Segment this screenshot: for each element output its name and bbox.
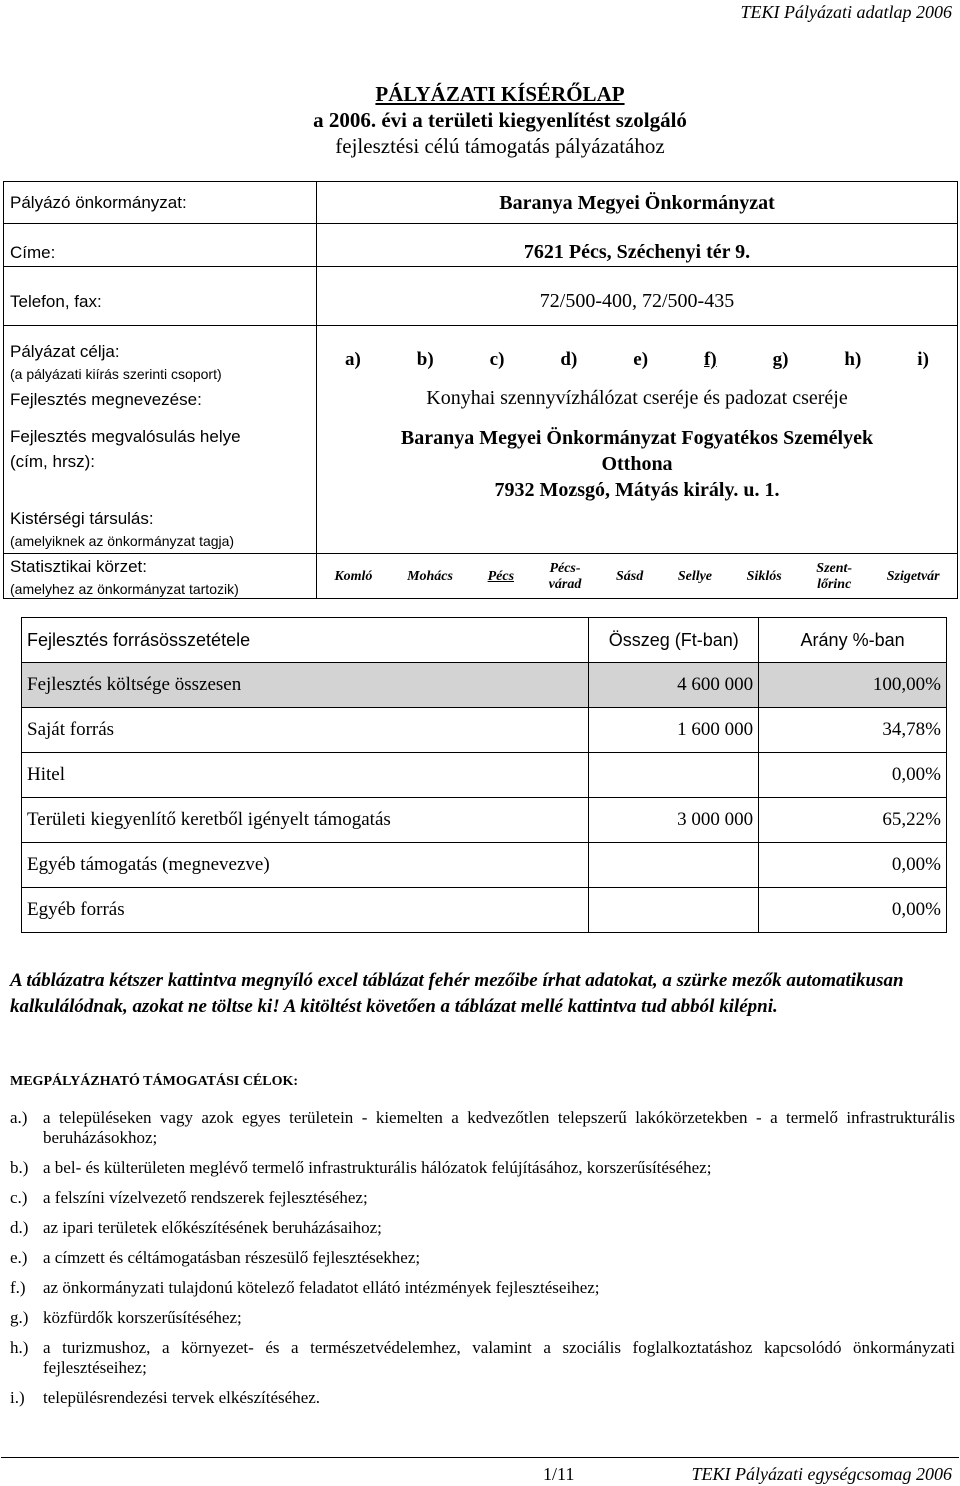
finance-header-row [22,618,947,663]
district-siklos[interactable]: Siklós [746,569,782,584]
location-value-3[interactable]: 7932 Mozsgó, Mátyás király. u. 1. [494,479,780,501]
form-subtitle-2: fejlesztési célú támogatás pályázatához [335,134,665,158]
district-pecs-selected[interactable]: Pécs [487,569,515,584]
list-item: a.) a településeken vagy azok egyes területein - kiemelten a kedvezőtlen telepszerű lakókörzetekben - a termelő infrastrukturális beruházásokhoz; [10,1108,955,1147]
goal-option-e[interactable]: e) [633,349,649,370]
goal-option-b[interactable]: b) [416,349,434,370]
footer-divider [1,1457,959,1458]
goal-option-c[interactable]: c) [489,349,505,370]
list-item: g.) közfürdők korszerűsítéséhez; [10,1308,242,1327]
list-item: f.) az önkormányzati tulajdonú kötelező feladatot ellátó intézmények fejlesztéseihez; [10,1278,600,1297]
location-value-2[interactable]: Otthona [601,453,673,475]
finance-row-grant: Területi kiegyenlítő keretből igényelt támogatás 3 000 000 65,22% [22,798,947,843]
district-szentlorinc[interactable]: Szent- lőrinc [816,561,853,592]
finance-header-amount: Összeg (Ft-ban) [589,618,759,663]
goal-option-h[interactable]: h) [844,349,862,370]
district-mohacs[interactable]: Mohács [407,569,453,584]
finance-header-source: Fejlesztés forrásösszetétele [22,618,589,663]
footer-title: TEKI Pályázati egységcsomag 2006 [691,1464,952,1484]
list-item: i.) településrendezési tervek elkészítéséhez. [10,1388,321,1407]
goal-option-g[interactable]: g) [772,349,789,370]
district-szigetvar[interactable]: Szigetvár [886,569,940,584]
dev-name-value[interactable]: Konyhai szennyvízhálózat cseréje és padozat cseréje [426,387,848,409]
phone-label: Telefon, fax: [10,292,102,311]
finance-table[interactable] [21,617,947,933]
location-label: Fejlesztés megvalósulás helye [10,427,241,446]
district-sellye[interactable]: Sellye [677,569,713,584]
location-value-1[interactable]: Baranya Megyei Önkormányzat Fogyatékos Személyek [400,427,874,449]
applicant-info-table [3,181,958,599]
list-item: c.) a felszíni vízelvezető rendszerek fejlesztéséhez; [10,1188,368,1207]
stat-district-label: Statisztikai körzet: [10,557,147,576]
micro-region-label: Kistérségi társulás: [10,509,154,528]
goal-sublabel: (a pályázati kiírás szerinti csoport) [10,366,222,382]
page-number: 1/11 [543,1464,575,1484]
form-subtitle: a 2006. évi a területi kiegyenlítést szolgáló [313,108,687,132]
form-title: PÁLYÁZATI KÍSÉRŐLAP [375,82,625,106]
district-komlo[interactable]: Komló [334,569,373,584]
list-item: b.) a bel- és külterületen meglévő termelő infrastrukturális hálózatok felújításához, korszerűsítéséhez; [10,1158,712,1177]
list-item: e.) a címzett és céltámogatásban részesülő fejlesztésekhez; [10,1248,421,1267]
location-label-2: (cím, hrsz): [10,452,95,471]
micro-region-sublabel: (amelyiknek az önkormányzat tagja) [10,533,235,549]
goal-label: Pályázat célja: [10,342,120,361]
header-title: TEKI Pályázati adatlap 2006 [740,2,952,22]
finance-header-ratio: Arány %-ban [759,618,947,663]
finance-row-other-source: Egyéb forrás 0,00% [22,888,947,933]
goal-option-i[interactable]: i) [917,349,929,370]
applicant-value[interactable]: Baranya Megyei Önkormányzat [499,192,775,214]
goal-option-f-selected[interactable]: f) [704,349,717,370]
district-options [317,554,957,600]
applicant-label: Pályázó önkormányzat: [10,193,187,212]
goal-option-a[interactable]: a) [344,349,361,370]
instruction-note: A táblázatra kétszer kattintva megnyíló excel táblázat fehér mezőibe írhat adatokat, a szürke mezők automatikusan kalkulálódnak, azokat ne töltse ki! A kitöltést követően a táblázat mellé kattintva tud abból kilépni. [10,970,904,1017]
district-sasd[interactable]: Sásd [615,569,644,584]
dev-name-label: Fejlesztés megnevezése: [10,390,202,409]
goals-title: MEGPÁLYÁZHATÓ TÁMOGATÁSI CÉLOK: [10,1074,299,1089]
goal-options [317,349,957,371]
district-pecsvarad[interactable]: Pécs- várad [548,561,582,592]
stat-district-sublabel: (amelyhez az önkormányzat tartozik) [10,581,239,597]
finance-row-other-grant: Egyéb támogatás (megnevezve) 0,00% [22,843,947,888]
list-item: d.) az ipari területek előkészítésének beruházásaihoz; [10,1218,382,1237]
finance-row-own: Saját forrás 1 600 000 34,78% [22,708,947,753]
goals-list [10,1108,955,1418]
finance-row-loan: Hitel 0,00% [22,753,947,798]
goal-option-d[interactable]: d) [560,349,578,370]
address-label: Címe: [10,243,56,262]
phone-value[interactable]: 72/500-400, 72/500-435 [539,290,735,312]
address-value[interactable]: 7621 Pécs, Széchenyi tér 9. [523,241,751,263]
finance-row-total: Fejlesztés költsége összesen 4 600 000 100,00% [22,663,947,708]
list-item: h.) a turizmushoz, a környezet- és a természetvédelemhez, valamint a szociális foglalkoztatáshoz kapcsolódó önkormányzati fejlesztéseihez; [10,1338,955,1377]
